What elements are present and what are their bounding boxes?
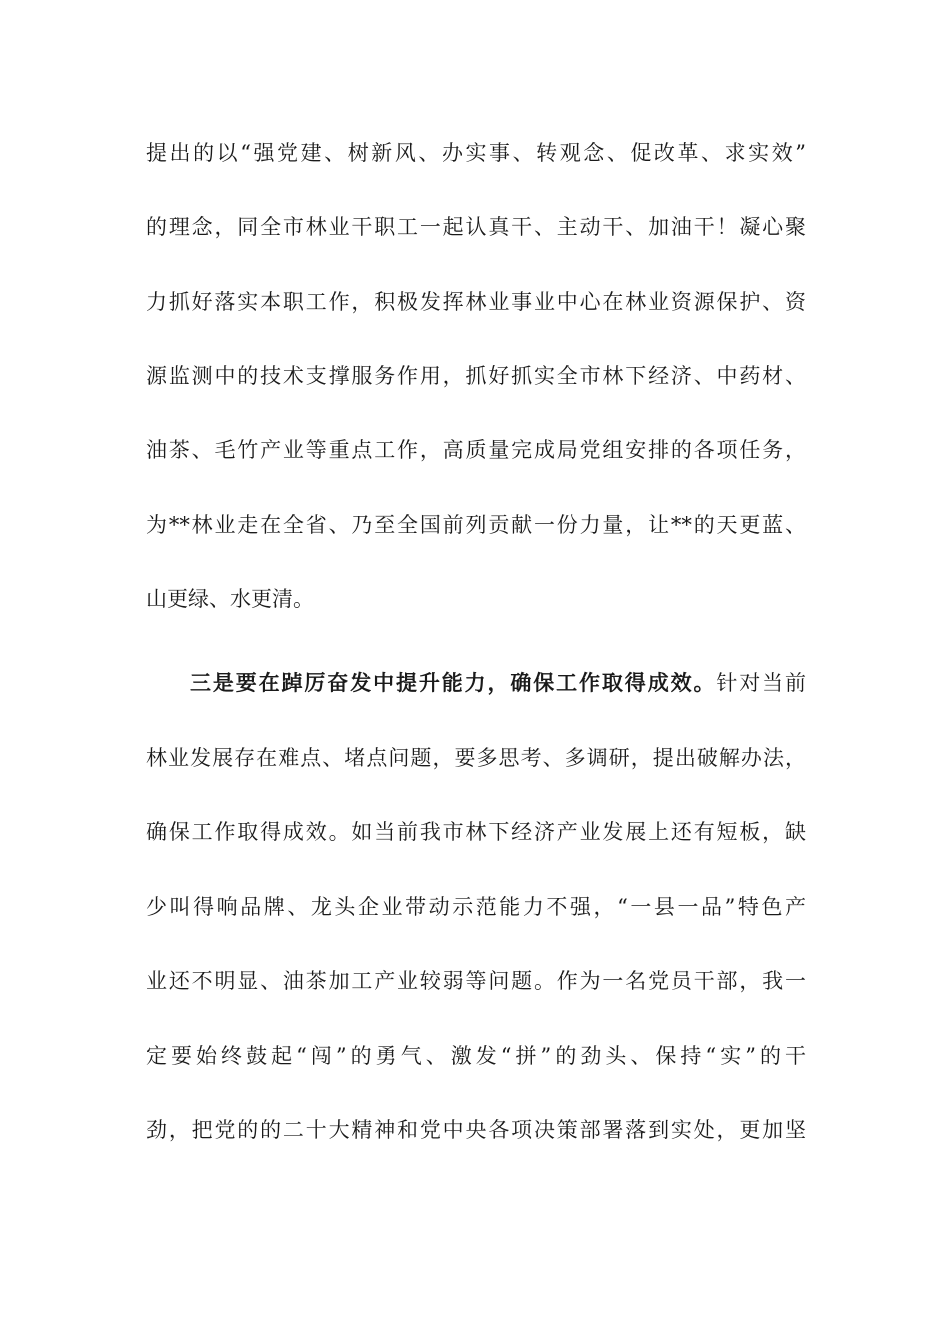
paragraph-2-line-6: 定要始终鼓起“闯”的勇气、激发“拼”的劲头、保持“实”的干 — [146, 1044, 806, 1068]
paragraph-1-line-1: 提出的以“强党建、树新风、办实事、转观念、促改革、求实效” — [146, 141, 806, 165]
paragraph-2-line-1-rest: 针对当前 — [716, 671, 807, 695]
paragraph-1-line-2: 的理念，同全市林业干职工一起认真干、主动干、加油干！凝心聚 — [146, 215, 806, 239]
paragraph-2-line-2: 林业发展存在难点、堵点问题，要多思考、多调研，提出破解办法， — [146, 746, 806, 770]
paragraph-1-line-4: 源监测中的技术支撑服务作用，抓好抓实全市林下经济、中药材、 — [146, 364, 806, 388]
paragraph-1-line-6: 为**林业走在全省、乃至全国前列贡献一份力量，让**的天更蓝、 — [146, 513, 806, 537]
paragraph-1-line-7: 山更绿、水更清。 — [146, 587, 314, 611]
paragraph-2-line-3: 确保工作取得成效。如当前我市林下经济产业发展上还有短板，缺 — [146, 820, 806, 844]
paragraph-2-line-1 — [190, 668, 806, 698]
paragraph-1-line-5: 油茶、毛竹产业等重点工作，高质量完成局党组安排的各项任务， — [146, 438, 806, 462]
paragraph-2-heading: 三是要在踔厉奋发中提升能力，确保工作取得成效。 — [190, 670, 717, 695]
paragraph-2-line-4: 少叫得响品牌、龙头企业带动示范能力不强，“一县一品”特色产 — [146, 895, 806, 919]
paragraph-2-line-7: 劲，把党的的二十大精神和党中央各项决策部署落到实处，更加坚 — [146, 1118, 806, 1142]
paragraph-1-line-3: 力抓好落实本职工作，积极发挥林业事业中心在林业资源保护、资 — [146, 290, 806, 314]
paragraph-2-line-5: 业还不明显、油茶加工产业较弱等问题。作为一名党员干部，我一 — [146, 969, 806, 993]
